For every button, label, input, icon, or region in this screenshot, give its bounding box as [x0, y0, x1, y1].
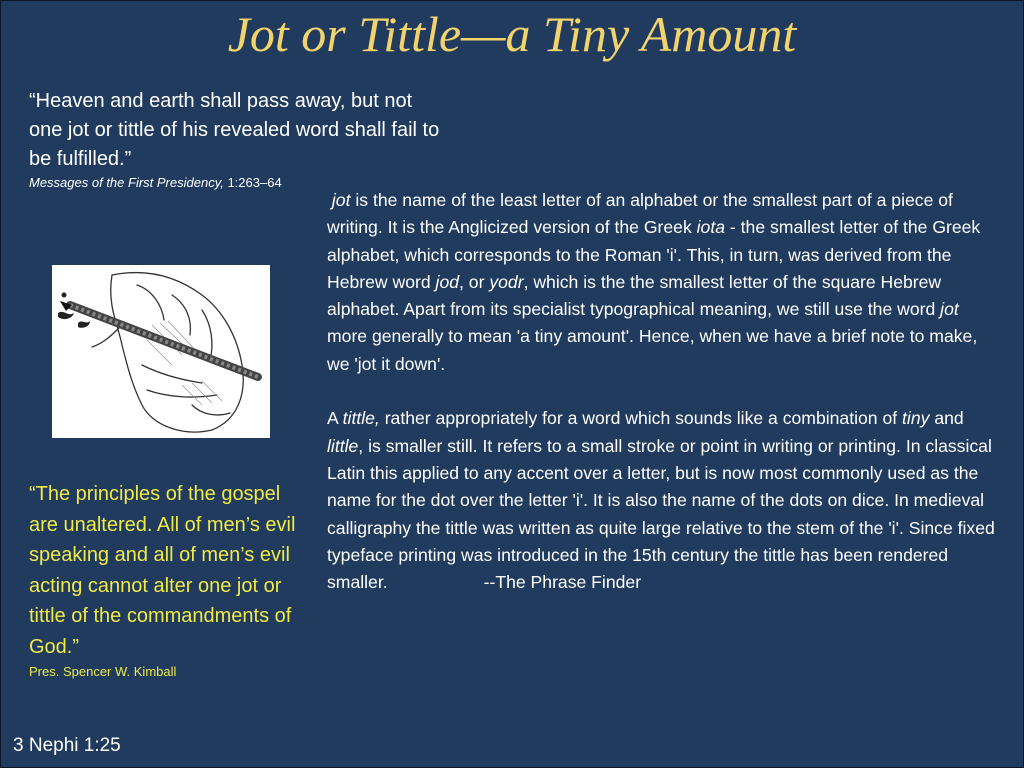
hand-writing-pen-icon	[52, 265, 270, 438]
top-quote-reference: 1:263–64	[223, 175, 282, 190]
term-iota: iota	[696, 217, 726, 238]
jot-text-5: more generally to mean 'a tiny amount'. Hence, when we have a brief note to make, we 'jot it down'.	[327, 326, 978, 374]
hand-sketch-illustration	[52, 265, 270, 438]
tittle-text-1: rather appropriately for a word which sounds like a combination of	[379, 408, 903, 429]
tittle-paragraph	[327, 405, 999, 596]
term-yodr: yodr	[489, 271, 524, 292]
top-quote-text: “Heaven and earth shall pass away, but not one jot or tittle of his revealed word shall fail to be fulfilled.”	[29, 90, 440, 170]
jot-text-2: - the smallest letter of the Greek alphabet, which corresponds to the Roman 'i'. This, in turn, was derived from the Hebrew word	[327, 217, 981, 292]
tittle-text-2: and	[929, 408, 964, 429]
term-little: little	[327, 435, 359, 456]
term-jod: jod	[435, 271, 460, 292]
term-jot-2: jot	[940, 299, 959, 320]
jot-text-3: , or	[459, 271, 490, 292]
jot-text-1: is the name of the least letter of an alphabet or the smallest part of a piece of writing. It is the Anglicized version of the Greek	[327, 190, 953, 238]
scripture-reference: 3 Nephi 1:25	[13, 735, 121, 756]
kimball-quote	[29, 479, 309, 682]
jot-paragraph	[327, 187, 999, 378]
tittle-text-0: A	[327, 408, 343, 429]
slide-title: Jot or Tittle—a Tiny Amount	[227, 6, 797, 62]
kimball-quote-text: “The principles of the gospel are unaltered. All of men’s evil speaking and all of men’s evil acting cannot alter one jot or tittle of the commandments of God.”	[29, 483, 296, 658]
term-jot: jot	[331, 190, 351, 210]
jot-text-4: , which is the the smallest letter of the square Hebrew alphabet. Apart from its specialist typographical meaning, we still use the word	[327, 271, 942, 320]
term-tiny: tiny	[902, 408, 930, 429]
kimball-quote-source: Pres. Spencer W. Kimball	[29, 664, 177, 679]
definition-text	[327, 187, 999, 596]
top-quote-source: Messages of the First Presidency,	[29, 175, 224, 190]
phrase-finder-attribution: --The Phrase Finder	[483, 572, 642, 593]
term-tittle: tittle,	[342, 408, 380, 429]
tittle-text-3: , is smaller still. It refers to a small stroke or point in writing or printing. In classical Latin this applied to any accent over a letter, but is now most commonly used as the name for the dot over the letter 'i'. It is also the name of the dots on dice. In medieval calligraphy the tittle was written as quite large relative to the stem of the 'i'. Since fixed typeface printing was introduced in the 15th century the tittle has been rendered smaller.	[327, 435, 995, 593]
top-quote	[29, 87, 449, 192]
